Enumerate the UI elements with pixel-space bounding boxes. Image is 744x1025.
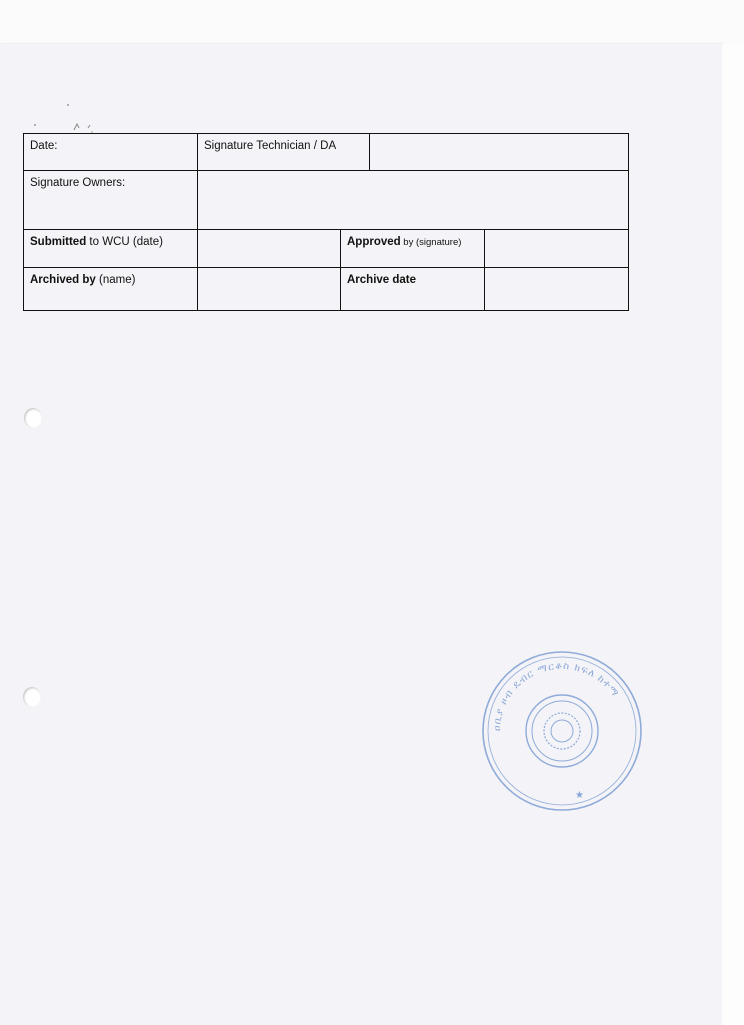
archive-form-table (23, 133, 629, 311)
official-stamp (479, 648, 645, 814)
archive-date-value (485, 268, 629, 311)
date-cell (24, 134, 198, 171)
svg-text:★: ★ (575, 790, 584, 801)
approved-label-rest: by (signature) (400, 237, 462, 248)
submitted-value (198, 230, 341, 268)
submitted-label-bold: Submitted (30, 236, 87, 248)
archived-by-label-rest: (name) (95, 274, 136, 286)
punch-hole-top (24, 408, 42, 428)
punch-hole-bottom (23, 687, 41, 707)
paper-edge (722, 44, 744, 1025)
signature-technician-value (370, 134, 629, 171)
submitted-label-rest: to WCU (date) (86, 236, 163, 248)
signature-owners-cell (24, 171, 198, 230)
archived-by-value (198, 268, 341, 311)
archive-date-label: Archive date (347, 274, 417, 286)
approved-value (485, 230, 629, 268)
archived-by-cell (24, 268, 198, 311)
approved-label-bold: Approved (347, 236, 401, 248)
signature-technician-label: Signature Technician / DA (204, 140, 337, 152)
archive-date-cell (341, 268, 485, 311)
archived-by-label-bold: Archived by (30, 274, 96, 286)
signature-owners-value (198, 171, 629, 230)
approved-cell (341, 230, 485, 268)
date-label: Date: (30, 140, 58, 152)
submitted-cell (24, 230, 198, 268)
signature-owners-label: Signature Owners: (30, 177, 126, 189)
signature-technician-cell (198, 134, 370, 171)
stamp-text: ዐቢያ ዞብ ዴብር ማርቆስ ክፍለ ከተማ (491, 660, 621, 732)
